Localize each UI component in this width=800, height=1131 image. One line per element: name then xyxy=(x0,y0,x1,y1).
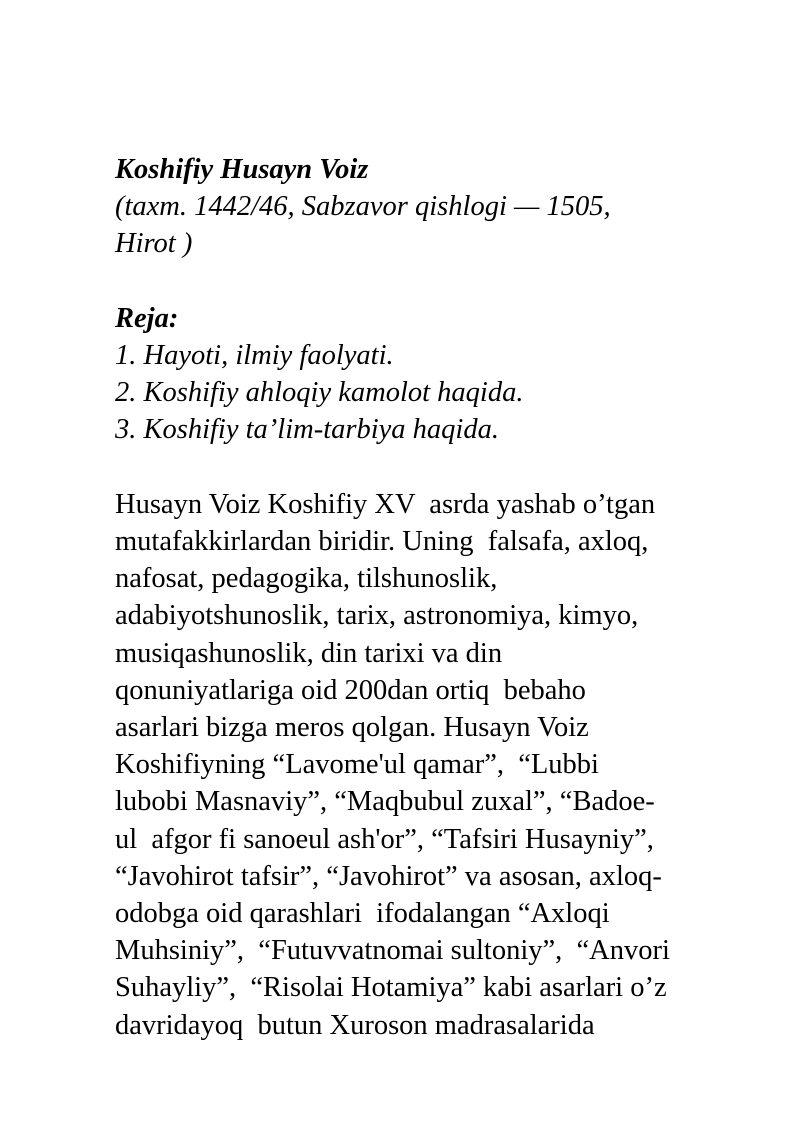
body-line: Muhsiniy”, “Futuvvatnomai sultoniy”, “Anvori xyxy=(115,935,670,967)
page-content xyxy=(115,151,775,1044)
plan-item: 1. Hayoti, ilmiy faolyati. xyxy=(115,340,394,371)
blank-line xyxy=(115,263,775,300)
body-line: ul afgor fi sanoeul ash'or”, “Tafsiri Husayniy”, xyxy=(115,823,654,855)
body-line: lubobi Masnaviy”, “Maqbubul zuxal”, “Badoe- xyxy=(115,786,655,818)
plan-item: 3. Koshifiy ta’lim-tarbiya haqida. xyxy=(115,414,499,446)
body-line: Suhayliy”, “Risolai Hotamiya” kabi asarlari o’z xyxy=(115,972,667,1004)
body-line: adabiyotshunoslik, tarix, astronomiya, kimyo, xyxy=(115,600,639,632)
body-line: qonuniyatlariga oid 200dan ortiq bebaho xyxy=(115,674,586,706)
body-line: nafosat, pedagogika, tilshunoslik, xyxy=(115,563,498,595)
body-line: asarlari bizga meros qolgan. Husayn Voiz xyxy=(115,712,589,744)
body-line: Koshifiyning “Lavome'ul qamar”, “Lubbi xyxy=(115,749,599,781)
subtitle-line: Hirot ) xyxy=(115,228,193,260)
body-line: davridayoq butun Xuroson madrasalarida xyxy=(115,1009,595,1041)
document-title: Koshifiy Husayn Voiz xyxy=(115,154,369,185)
body-line: musiqashunoslik, din tarixi va din xyxy=(115,637,503,669)
body-line: “Javohirot tafsir”, “Javohirot” va asosan, axloq- xyxy=(115,860,662,892)
body-line: Husayn Voiz Koshifiy XV asrda yashab o’tgan xyxy=(115,488,656,520)
blank-line xyxy=(115,449,775,486)
body-paragraph xyxy=(115,486,775,1044)
plan-heading: Reja: xyxy=(115,302,179,334)
document-subtitle xyxy=(115,188,775,262)
plan-item: 2. Koshifiy ahloqiy kamolot haqida. xyxy=(115,377,524,409)
body-line: odobga oid qarashlari ifodalangan “Axloqi xyxy=(115,898,610,930)
subtitle-line: (taxm. 1442/46, Sabzavor qishlogi — 1505, xyxy=(115,191,611,223)
plan-list xyxy=(115,337,775,449)
body-line: mutafakkirlardan biridir. Uning falsafa, axloq, xyxy=(115,526,649,557)
